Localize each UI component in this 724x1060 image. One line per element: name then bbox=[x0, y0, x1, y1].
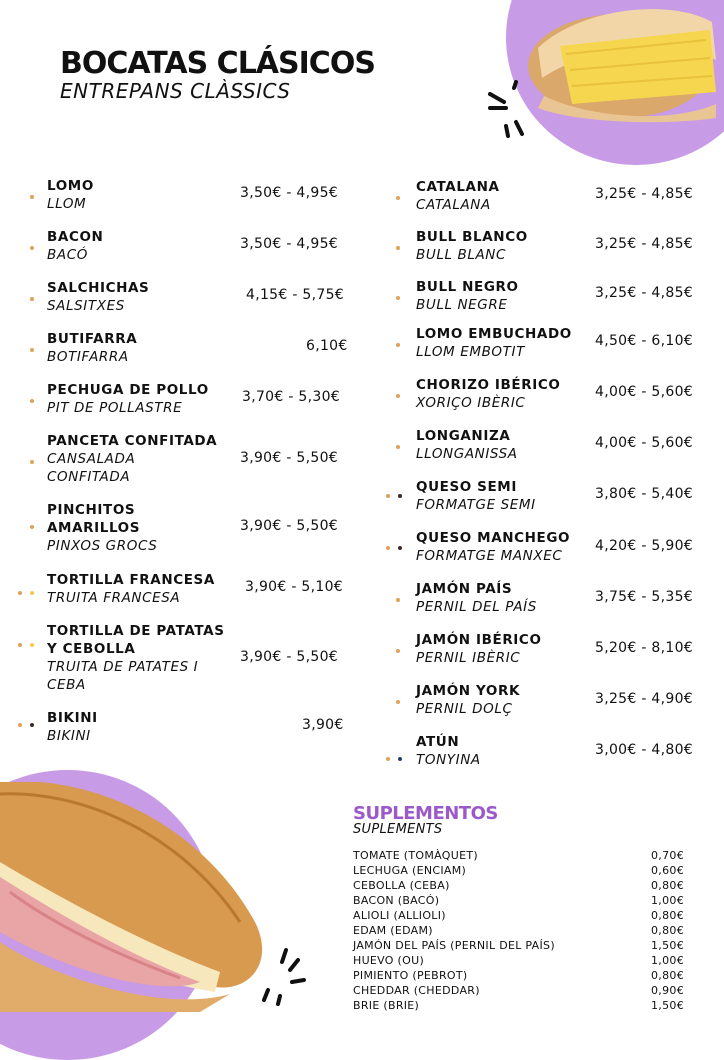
supplement-price: 0,80€ bbox=[651, 969, 684, 982]
bullet-dot bbox=[396, 296, 400, 300]
supplement-name: BACON (BACÓ) bbox=[353, 894, 440, 907]
item-name: BACON bbox=[47, 229, 104, 245]
item-name: PECHUGA DE POLLO bbox=[47, 382, 209, 398]
item-translation: FORMATGE SEMI bbox=[416, 497, 536, 513]
item-name: SALCHICHAS bbox=[47, 280, 150, 296]
item-name: PANCETA CONFITADA bbox=[47, 433, 218, 449]
sparkle-lines-icon bbox=[486, 80, 526, 138]
item-translation: PERNIL DOLÇ bbox=[416, 701, 513, 717]
item-price: 3,90€ - 5,50€ bbox=[240, 649, 339, 665]
bullet-dot bbox=[18, 643, 22, 647]
sparkle-lines-icon bbox=[258, 942, 310, 1006]
supplement-name: ALIOLI (ALLIOLI) bbox=[353, 909, 446, 922]
item-name: LOMO bbox=[47, 178, 94, 194]
item-translation: PERNIL DEL PAÍS bbox=[416, 599, 537, 615]
bullet-dot bbox=[30, 723, 34, 727]
item-translation: XORIÇO IBÈRIC bbox=[416, 395, 526, 411]
item-price: 4,20€ - 5,90€ bbox=[595, 538, 694, 554]
supplement-price: 0,60€ bbox=[651, 864, 684, 877]
bullet-dot bbox=[396, 700, 400, 704]
supplement-row bbox=[353, 953, 689, 968]
item-translation: LLOM bbox=[47, 196, 87, 212]
ham-cheese-baguette-image bbox=[0, 782, 280, 1012]
item-name: PINCHITOS AMARILLOS bbox=[47, 502, 141, 536]
item-translation: TONYINA bbox=[416, 752, 481, 768]
bullet-dot bbox=[30, 525, 34, 529]
supplement-price: 0,70€ bbox=[651, 849, 684, 862]
tortilla-sandwich-image bbox=[520, 0, 724, 125]
item-translation: BOTIFARRA bbox=[47, 349, 129, 365]
supplements-subtitle: SUPLEMENTS bbox=[353, 822, 443, 837]
supplement-name: JAMÓN DEL PAÍS (PERNIL DEL PAÍS) bbox=[353, 939, 555, 952]
item-translation: CATALANA bbox=[416, 197, 491, 213]
bullet-dot bbox=[18, 591, 22, 595]
supplement-row bbox=[353, 908, 689, 923]
supplement-name: TOMATE (TOMÀQUET) bbox=[353, 849, 478, 862]
supplement-row bbox=[353, 983, 689, 998]
supplement-row bbox=[353, 968, 689, 983]
item-name: JAMÓN YORK bbox=[416, 683, 521, 699]
item-name: LOMO EMBUCHADO bbox=[416, 326, 572, 342]
supplement-row bbox=[353, 938, 689, 953]
item-price: 3,25€ - 4,85€ bbox=[595, 186, 694, 202]
supplement-price: 0,80€ bbox=[651, 879, 684, 892]
supplement-row bbox=[353, 878, 689, 893]
supplement-price: 0,80€ bbox=[651, 924, 684, 937]
item-price: 3,50€ - 4,95€ bbox=[240, 185, 339, 201]
bullet-dot bbox=[396, 196, 400, 200]
menu-subtitle: ENTREPANS CLÀSSICS bbox=[60, 79, 291, 103]
item-name: QUESO MANCHEGO bbox=[416, 530, 571, 546]
supplements-title: SUPLEMENTOS bbox=[353, 803, 498, 824]
item-translation: BULL BLANC bbox=[416, 247, 507, 263]
item-translation: CANSALADA CONFITADA bbox=[47, 451, 136, 485]
item-name: BULL BLANCO bbox=[416, 229, 528, 245]
bullet-dot bbox=[30, 591, 34, 595]
item-translation: SALSITXES bbox=[47, 298, 125, 314]
supplement-price: 1,50€ bbox=[651, 999, 684, 1012]
supplement-row bbox=[353, 863, 689, 878]
bullet-dot bbox=[30, 195, 34, 199]
supplement-price: 1,50€ bbox=[651, 939, 684, 952]
bullet-dot bbox=[30, 460, 34, 464]
bullet-dot bbox=[386, 546, 390, 550]
bullet-dot bbox=[30, 246, 34, 250]
item-price: 3,90€ - 5,10€ bbox=[245, 579, 344, 595]
item-price: 3,70€ - 5,30€ bbox=[242, 389, 341, 405]
item-name: ATÚN bbox=[416, 734, 460, 750]
item-translation: LLOM EMBOTIT bbox=[416, 344, 525, 360]
item-name: TORTILLA DE PATATAS Y CEBOLLA bbox=[47, 623, 225, 657]
item-price: 3,90€ - 5,50€ bbox=[240, 450, 339, 466]
item-price: 3,80€ - 5,40€ bbox=[595, 486, 694, 502]
bullet-dot bbox=[30, 399, 34, 403]
item-price: 3,25€ - 4,85€ bbox=[595, 236, 694, 252]
item-name: JAMÓN PAÍS bbox=[416, 581, 513, 597]
supplement-row bbox=[353, 998, 689, 1013]
bullet-dot bbox=[30, 297, 34, 301]
supplement-name: HUEVO (OU) bbox=[353, 954, 425, 967]
bullet-dot bbox=[396, 246, 400, 250]
item-translation: BULL NEGRE bbox=[416, 297, 508, 313]
item-translation: PERNIL IBÈRIC bbox=[416, 650, 521, 666]
item-price: 4,15€ - 5,75€ bbox=[246, 287, 345, 303]
bullet-dot bbox=[386, 494, 390, 498]
item-translation: PIT DE POLLASTRE bbox=[47, 400, 183, 416]
item-translation: BACÓ bbox=[47, 247, 88, 263]
item-price: 4,50€ - 6,10€ bbox=[595, 333, 694, 349]
supplement-name: BRIE (BRIE) bbox=[353, 999, 420, 1012]
bullet-dot bbox=[396, 394, 400, 398]
item-name: JAMÓN IBÉRICO bbox=[416, 632, 542, 648]
item-price: 3,25€ - 4,90€ bbox=[595, 691, 694, 707]
item-price: 4,00€ - 5,60€ bbox=[595, 435, 694, 451]
item-name: CATALANA bbox=[416, 179, 500, 195]
supplement-name: PIMIENTO (PEBROT) bbox=[353, 969, 468, 982]
supplement-price: 0,80€ bbox=[651, 909, 684, 922]
item-translation: TRUITA FRANCESA bbox=[47, 590, 181, 606]
item-name: BULL NEGRO bbox=[416, 279, 519, 295]
item-price: 6,10€ bbox=[306, 338, 348, 354]
supplement-price: 1,00€ bbox=[651, 954, 684, 967]
supplement-name: LECHUGA (ENCIAM) bbox=[353, 864, 467, 877]
bullet-dot bbox=[398, 546, 402, 550]
menu-title: BOCATAS CLÁSICOS bbox=[60, 46, 375, 81]
item-price: 5,20€ - 8,10€ bbox=[595, 640, 694, 656]
supplement-name: CEBOLLA (CEBA) bbox=[353, 879, 450, 892]
supplement-price: 1,00€ bbox=[651, 894, 684, 907]
item-price: 3,90€ bbox=[302, 717, 344, 733]
bullet-dot bbox=[396, 649, 400, 653]
item-price: 3,00€ - 4,80€ bbox=[595, 742, 694, 758]
supplement-name: CHEDDAR (CHEDDAR) bbox=[353, 984, 480, 997]
bullet-dot bbox=[30, 348, 34, 352]
supplement-name: EDAM (EDAM) bbox=[353, 924, 433, 937]
item-price: 3,25€ - 4,85€ bbox=[595, 285, 694, 301]
supplement-price: 0,90€ bbox=[651, 984, 684, 997]
supplement-row bbox=[353, 848, 689, 863]
item-name: CHORIZO IBÉRICO bbox=[416, 377, 561, 393]
item-name: BUTIFARRA bbox=[47, 331, 138, 347]
supplement-row bbox=[353, 923, 689, 938]
bullet-dot bbox=[18, 723, 22, 727]
supplement-row bbox=[353, 893, 689, 908]
bullet-dot bbox=[396, 598, 400, 602]
item-name: QUESO SEMI bbox=[416, 479, 517, 495]
item-translation: BIKINI bbox=[47, 728, 91, 744]
bullet-dot bbox=[30, 643, 34, 647]
item-price: 3,90€ - 5,50€ bbox=[240, 518, 339, 534]
item-name: BIKINI bbox=[47, 710, 98, 726]
bullet-dot bbox=[396, 343, 400, 347]
bullet-dot bbox=[396, 445, 400, 449]
item-price: 3,50€ - 4,95€ bbox=[240, 236, 339, 252]
item-price: 4,00€ - 5,60€ bbox=[595, 384, 694, 400]
item-translation: FORMATGE MANXEC bbox=[416, 548, 563, 564]
bullet-dot bbox=[386, 757, 390, 761]
item-name: TORTILLA FRANCESA bbox=[47, 572, 215, 588]
bullet-dot bbox=[398, 757, 402, 761]
item-price: 3,75€ - 5,35€ bbox=[595, 589, 694, 605]
bullet-dot bbox=[398, 494, 402, 498]
item-name: LONGANIZA bbox=[416, 428, 511, 444]
item-translation: TRUITA DE PATATES I CEBA bbox=[47, 659, 199, 693]
item-translation: PINXOS GROCS bbox=[47, 538, 158, 554]
item-translation: LLONGANISSA bbox=[416, 446, 518, 462]
